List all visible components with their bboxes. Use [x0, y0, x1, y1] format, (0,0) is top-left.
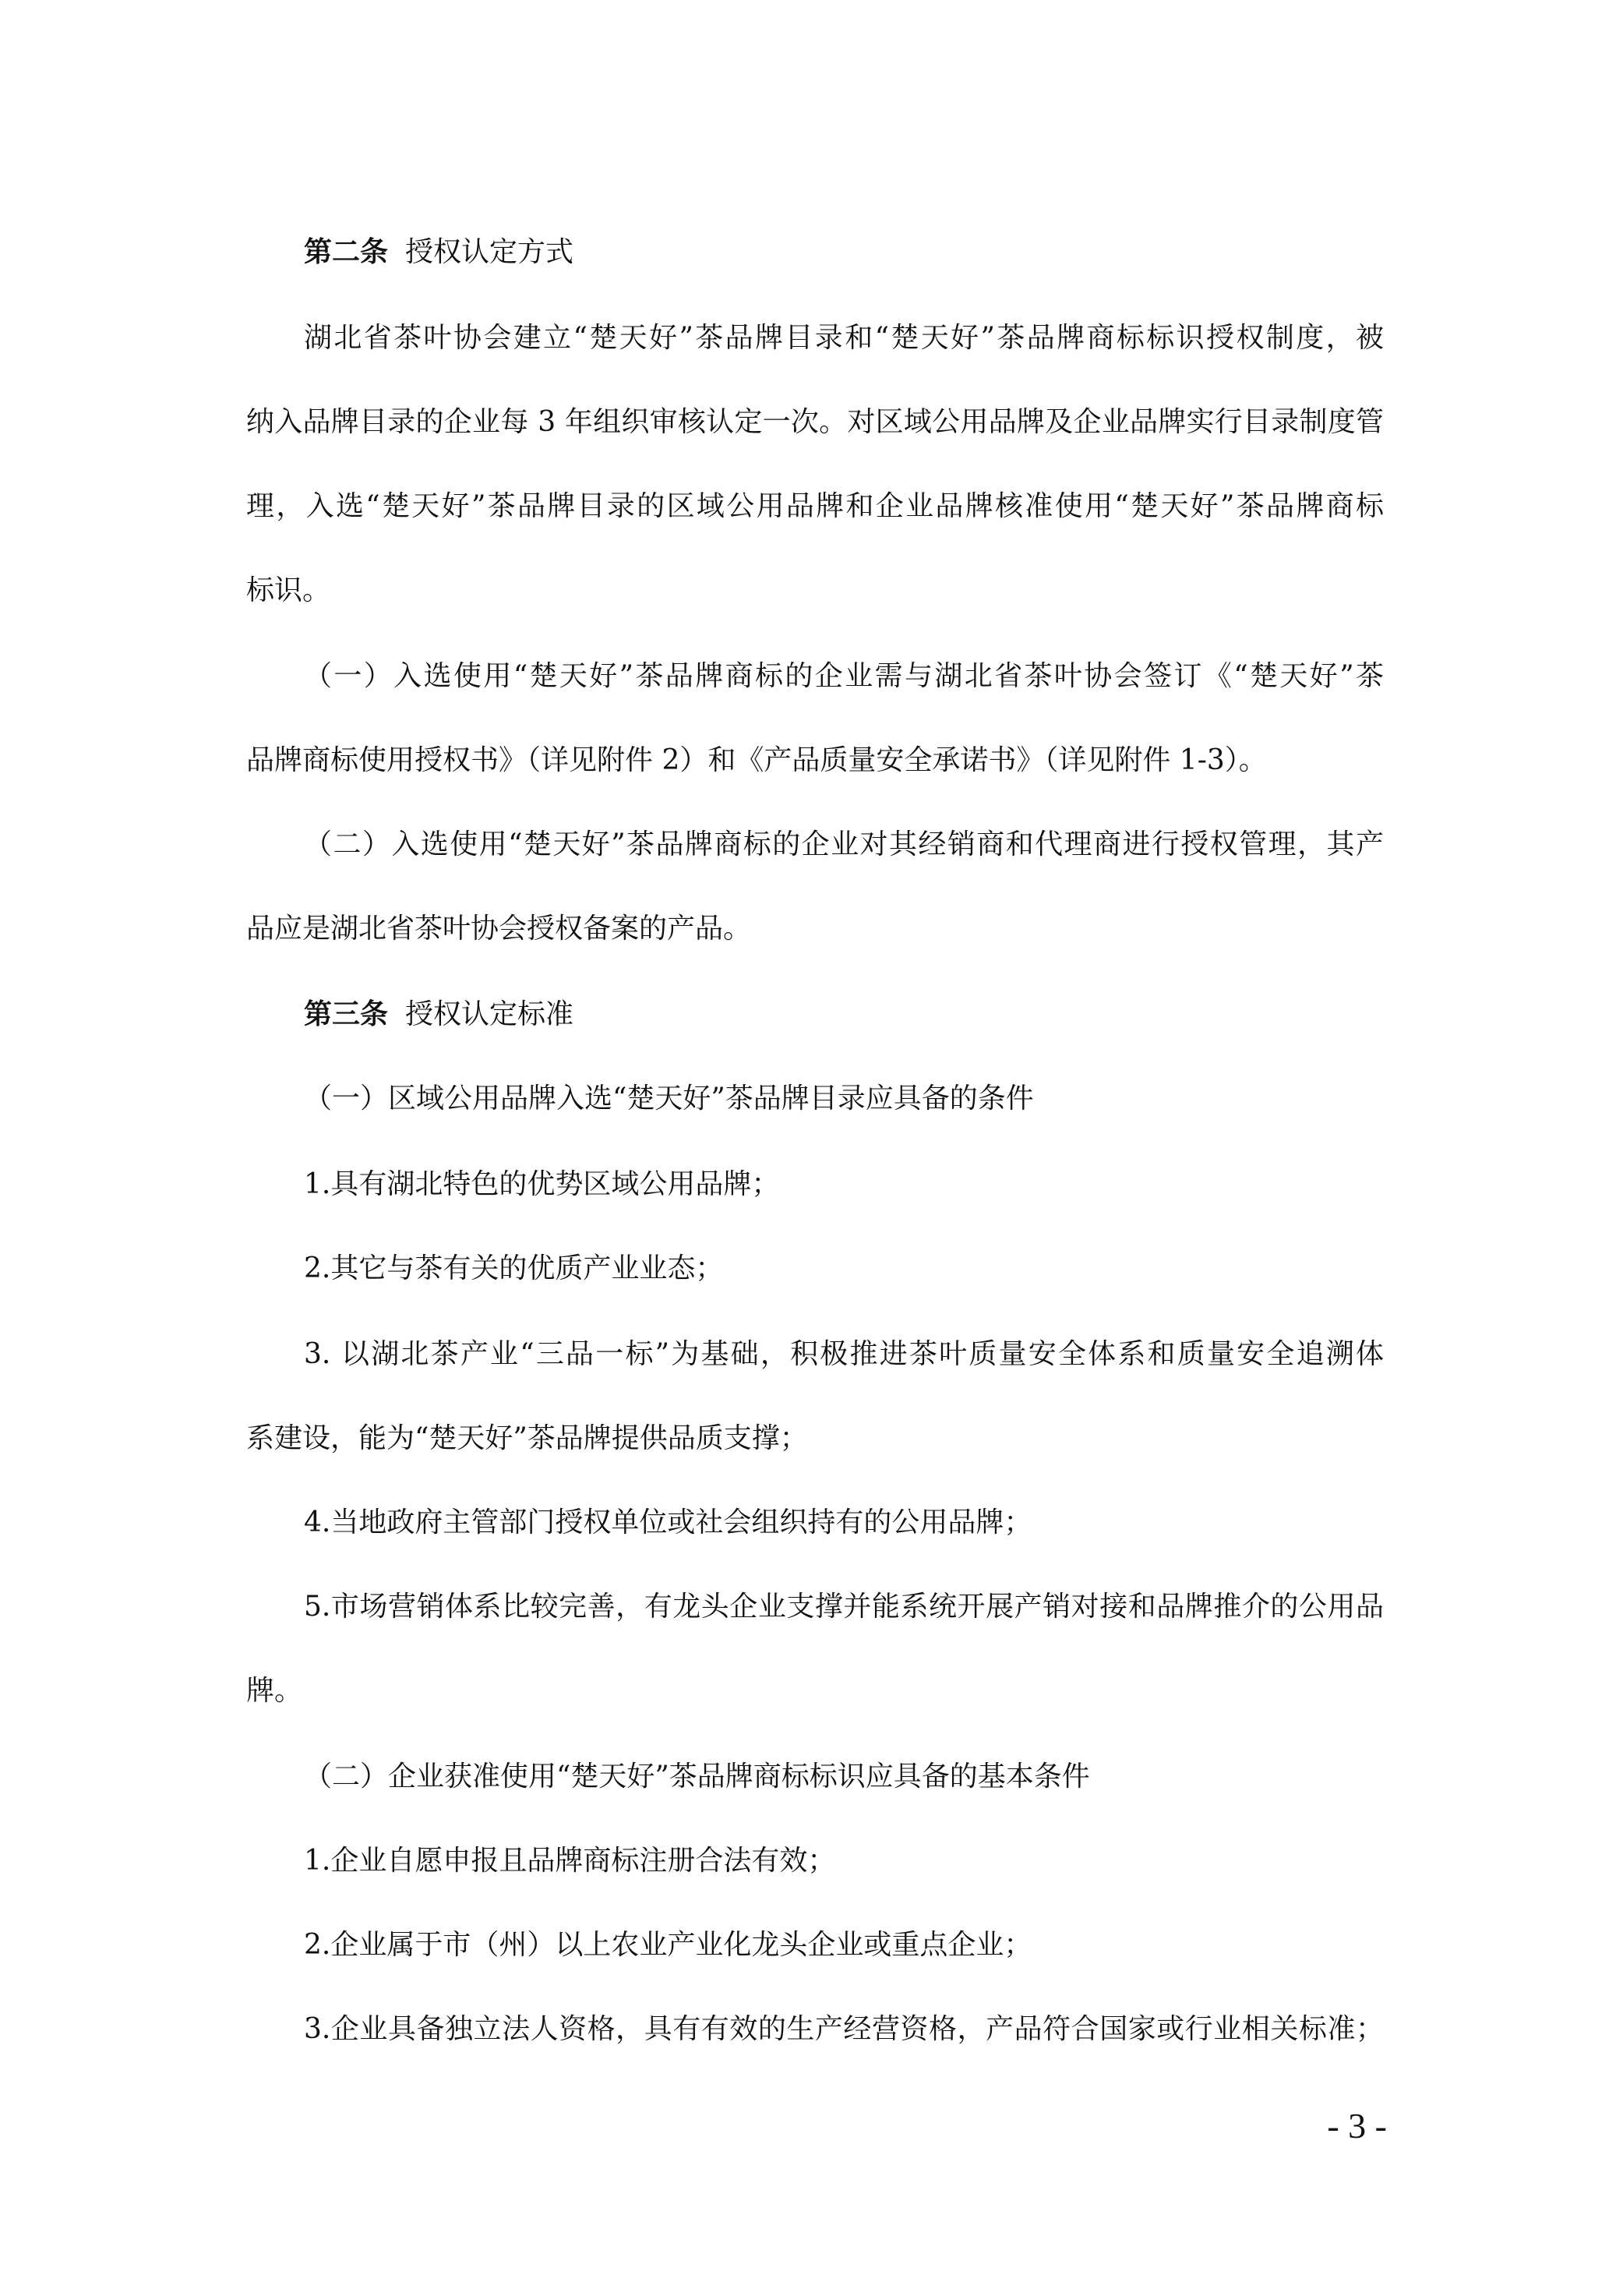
list-item-continuation: 系建设，能为“楚天好”茶品牌提供品质支撑；	[246, 1422, 808, 1454]
paragraph-line: 品牌商标使用授权书》（详见附件 2）和《产品质量安全承诺书》（详见附件 1-3）。	[246, 744, 1267, 776]
article-3-heading	[304, 998, 1441, 1032]
paragraph-line: 湖北省茶叶协会建立“楚天好”茶品牌目录和“楚天好”茶品牌商标标识授权制度，被	[304, 322, 1384, 354]
paragraph-line: （二）入选使用“楚天好”茶品牌商标的企业对其经销商和代理商进行授权管理，其产	[304, 828, 1384, 860]
list-item: 5.市场营销体系比较完善，有龙头企业支撑并能系统开展产销对接和品牌推介的公用品	[304, 1591, 1384, 1623]
list-item: 2.其它与茶有关的优质产业业态；	[304, 1252, 724, 1284]
list-item: 3.企业具备独立法人资格，具有有效的生产经营资格，产品符合国家或行业相关标准；	[304, 2013, 1384, 2045]
paragraph-line: 标识。	[246, 574, 331, 606]
list-item-continuation: 牌。	[246, 1675, 303, 1707]
paragraph-line: 纳入品牌目录的企业每 3 年组织审核认定一次。对区域公用品牌及企业品牌实行目录制度管	[246, 406, 1384, 438]
subsection-title: （一）区域公用品牌入选“楚天好”茶品牌目录应具备的条件	[304, 1083, 1034, 1114]
article-2-label: 第二条	[304, 236, 389, 268]
page-number: - 3 -	[1327, 2106, 1387, 2146]
subsection-title: （二）企业获准使用“楚天好”茶品牌商标标识应具备的基本条件	[304, 1761, 1090, 1793]
paragraph-line: 理，入选“楚天好”茶品牌目录的区域公用品牌和企业品牌核准使用“楚天好”茶品牌商标	[246, 490, 1384, 522]
article-3-label: 第三条	[304, 998, 389, 1030]
list-item: 2.企业属于市（州）以上农业产业化龙头企业或重点企业；	[304, 1929, 1032, 1961]
list-item: 3. 以湖北茶产业“三品一标”为基础，积极推进茶叶质量安全体系和质量安全追溯体	[304, 1338, 1384, 1370]
list-item: 1.具有湖北特色的优势区域公用品牌；	[304, 1168, 780, 1200]
paragraph-line: （一）入选使用“楚天好”茶品牌商标的企业需与湖北省茶叶协会签订《“楚天好”茶	[304, 660, 1384, 692]
article-2-title: 授权认定方式	[405, 236, 574, 268]
article-2-heading	[304, 235, 1441, 270]
paragraph-line: 品应是湖北省茶叶协会授权备案的产品。	[246, 913, 752, 945]
list-item: 4.当地政府主管部门授权单位或社会组织持有的公用品牌；	[304, 1507, 1032, 1538]
list-item: 1.企业自愿申报且品牌商标注册合法有效；	[304, 1845, 836, 1877]
article-3-title: 授权认定标准	[405, 998, 574, 1030]
